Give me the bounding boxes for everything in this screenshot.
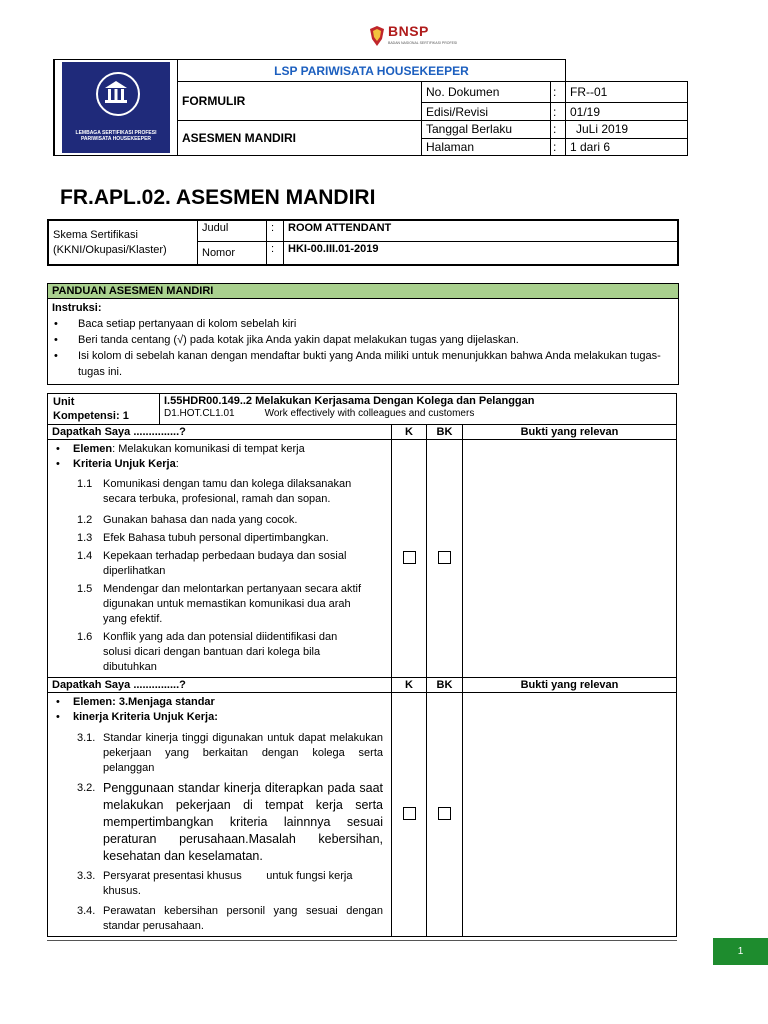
bukti-cell[interactable] bbox=[463, 440, 677, 678]
elemen-text: : Melakukan komunikasi di tempat kerja bbox=[112, 443, 305, 455]
meta-value: FR--01 bbox=[566, 82, 688, 103]
meta-value: 01/19 bbox=[566, 103, 688, 121]
bk-checkbox[interactable] bbox=[438, 551, 451, 564]
unit-title: I.55HDR00.149..2 Melakukan Kerjasama Dengan Kolega dan Pelanggan bbox=[164, 395, 535, 407]
criteria-row-1 bbox=[48, 440, 677, 678]
bukti-cell[interactable] bbox=[463, 693, 677, 937]
bk-checkbox[interactable] bbox=[438, 807, 451, 820]
unit-title-cell bbox=[160, 394, 677, 425]
meta-sep: : bbox=[551, 138, 566, 155]
k-cell bbox=[392, 693, 427, 937]
skema-label-line2: (KKNI/Okupasi/Klaster) bbox=[53, 243, 167, 256]
lsp-logo-cell bbox=[54, 60, 178, 156]
panduan-box bbox=[47, 283, 679, 385]
bnsp-logo bbox=[368, 22, 458, 52]
criteria-text: Mendengar dan melontarkan pertanyaan secara aktif digunakan untuk memastikan komunikasi dua arah yang efektif. bbox=[103, 583, 362, 625]
unit-label bbox=[48, 394, 160, 425]
kuk-label: kinerja Kriteria Unjuk Kerja: bbox=[73, 711, 218, 723]
bk-cell bbox=[427, 440, 463, 678]
criteria-number: 3.4. bbox=[77, 905, 96, 917]
lsp-logo bbox=[62, 62, 170, 153]
asesmen-label: ASESMEN MANDIRI bbox=[178, 121, 422, 156]
col-question: Dapatkah Saya ...............? bbox=[48, 425, 392, 440]
instruksi-label: Instruksi: bbox=[52, 302, 102, 314]
meta-value: 1 dari 6 bbox=[570, 139, 611, 154]
footer-rule bbox=[47, 940, 677, 941]
unit-english: Work effectively with colleagues and customers bbox=[264, 408, 475, 419]
unit-label-line2: Kompetensi: bbox=[53, 410, 120, 422]
criteria-number: 3.2. bbox=[77, 782, 96, 794]
instruksi-item: • Isi kolom di sebelah kanan dengan mendaftar bukti yang Anda miliki untuk menunjukkan bahwa Anda melakukan tugas-tugas ini. bbox=[78, 348, 674, 380]
instruksi-item: • Beri tanda centang (√) pada kotak jika Anda yakin dapat melakukan tugas yang dijelaskan. bbox=[78, 332, 674, 348]
col-bukti: Bukti yang relevan bbox=[463, 678, 677, 693]
criteria-text: Perawatan kebersihan personil yang sesuai dengan standar perusahaan. bbox=[103, 905, 383, 932]
criteria-text: Kepekaan terhadap perbedaan budaya dan sosial diperlihatkan bbox=[103, 550, 347, 577]
bk-cell bbox=[427, 693, 463, 937]
formulir-label: FORMULIR bbox=[178, 82, 422, 121]
bnsp-subtitle: BADAN NASIONAL SERTIFIKASI PROFESI bbox=[388, 41, 458, 45]
criteria-list-2 bbox=[48, 693, 392, 937]
unit-code: D1.HOT.CL1.01 bbox=[164, 408, 235, 419]
meta-label: Halaman bbox=[422, 138, 551, 155]
k-checkbox[interactable] bbox=[403, 551, 416, 564]
judul-label: Judul bbox=[198, 220, 267, 241]
kuk-label: Kriteria Unjuk Kerja bbox=[73, 458, 176, 470]
col-question: Dapatkah Saya ...............? bbox=[48, 678, 392, 693]
criteria-number: 3.1. bbox=[77, 732, 96, 744]
nomor-value: HKI-00.III.01-2019 bbox=[288, 242, 379, 255]
skema-label bbox=[48, 220, 198, 265]
criteria-text: Komunikasi dengan tamu dan kolega dilaksanakan secara terbuka, profesional, ramah dan sopan. bbox=[103, 478, 352, 505]
meta-label: Edisi/Revisi bbox=[422, 103, 551, 121]
lsp-logo-caption: LEMBAGA SERTIFIKASI PROFESI PARIWISATA HOUSEKEEPER bbox=[75, 130, 157, 142]
lsp-name: LSP PARIWISATA HOUSEKEEPER bbox=[178, 60, 566, 82]
criteria-number: 1.3 bbox=[77, 532, 93, 544]
judul-sep: : bbox=[267, 220, 284, 241]
meta-label: No. Dokumen bbox=[422, 82, 551, 103]
criteria-text: Gunakan bahasa dan nada yang cocok. bbox=[103, 514, 298, 526]
criteria-number: 1.2 bbox=[77, 514, 93, 526]
criteria-number: 3.3. bbox=[77, 870, 96, 882]
col-k: K bbox=[392, 678, 427, 693]
k-checkbox[interactable] bbox=[403, 807, 416, 820]
nomor-label: Nomor bbox=[198, 241, 267, 265]
skema-table bbox=[47, 219, 679, 266]
col-bk: BK bbox=[427, 678, 463, 693]
kuk-colon: : bbox=[175, 458, 179, 470]
bnsp-wordmark: BNSP bbox=[388, 23, 429, 39]
meta-sub-block bbox=[422, 121, 688, 156]
meta-label: Tanggal Berlaku bbox=[422, 121, 551, 138]
col-bk: BK bbox=[427, 425, 463, 440]
criteria-list-1 bbox=[48, 440, 392, 678]
instruksi-item: • Baca setiap pertanyaan di kolom sebelah kiri bbox=[78, 316, 674, 332]
meta-sep: : bbox=[551, 82, 566, 103]
judul-value: ROOM ATTENDANT bbox=[288, 222, 392, 234]
page-title: FR.APL.02. ASESMEN MANDIRI bbox=[60, 186, 376, 209]
meta-value: JuLi 2019 bbox=[566, 121, 688, 138]
criteria-row-2 bbox=[48, 693, 677, 937]
criteria-text: Konflik yang ada dan potensial diidentifikasi dan solusi dicari dengan bantuan dari kolega bila dibutuhkan bbox=[103, 631, 338, 673]
k-cell bbox=[392, 440, 427, 678]
column-header-row bbox=[48, 678, 677, 693]
elemen-label: Elemen bbox=[73, 443, 113, 455]
elemen-label: Elemen: 3.Menjaga standar bbox=[73, 696, 215, 708]
panduan-heading: PANDUAN ASESMEN MANDIRI bbox=[48, 284, 678, 299]
unit-label-line1: Unit bbox=[53, 396, 75, 408]
skema-label-line1: Skema Sertifikasi bbox=[53, 228, 138, 241]
bnsp-emblem-icon bbox=[368, 25, 386, 47]
criteria-number: 1.5 bbox=[77, 583, 93, 595]
unit-number: 1 bbox=[122, 410, 129, 422]
document-header bbox=[53, 59, 688, 156]
criteria-number: 1.4 bbox=[77, 550, 93, 562]
page-number: 1 bbox=[713, 938, 768, 965]
building-icon bbox=[102, 78, 130, 106]
column-header-row bbox=[48, 425, 677, 440]
col-bukti: Bukti yang relevan bbox=[463, 425, 677, 440]
instruksi-list bbox=[52, 316, 674, 380]
col-k: K bbox=[392, 425, 427, 440]
nomor-sep: : bbox=[267, 241, 284, 265]
unit-table bbox=[47, 393, 677, 937]
criteria-text: Persyarat presentasi khusus untuk fungsi kerja khusus. bbox=[103, 870, 356, 897]
meta-sep: : bbox=[551, 121, 566, 138]
criteria-text: Efek Bahasa tubuh personal dipertimbangkan. bbox=[103, 532, 329, 544]
meta-sep: : bbox=[551, 103, 566, 121]
criteria-text: Standar kinerja tinggi digunakan untuk dapat melakukan pekerjaan yang berkaitan dengan kolega serta pelanggan bbox=[103, 732, 383, 774]
criteria-text: Penggunaan standar kinerja diterapkan pada saat melakukan pekerjaan di tempat kerja serta mempertimbangkan kriteria lainnnya sesuai peraturan perusahaan.Masalah kebersihan, kesehatan dan keselamatan. bbox=[103, 781, 383, 863]
criteria-number: 1.6 bbox=[77, 631, 93, 643]
criteria-number: 1.1 bbox=[77, 478, 93, 490]
